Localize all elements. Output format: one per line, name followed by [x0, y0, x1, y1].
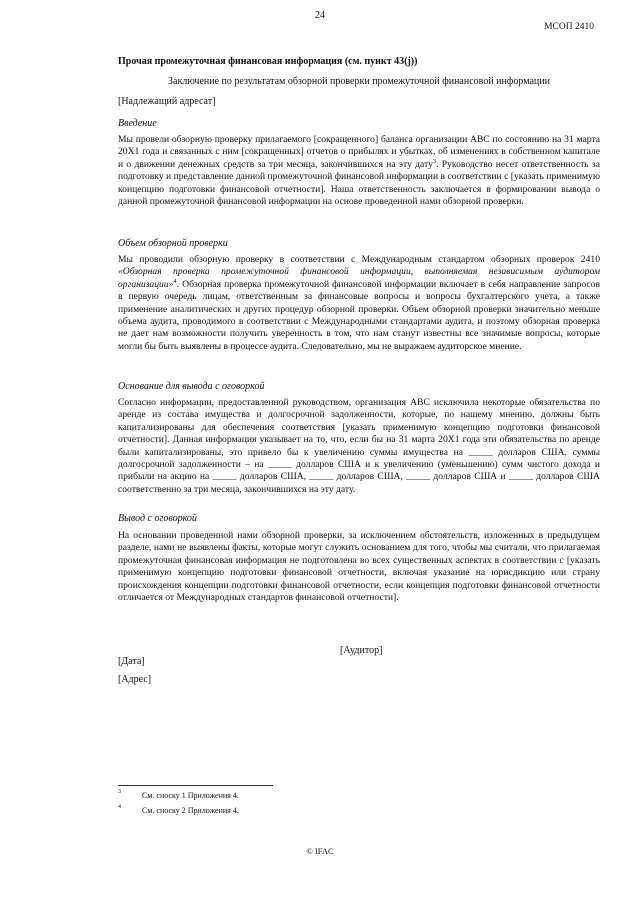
intro-heading: Введение — [118, 118, 157, 129]
basis-heading: Основание для вывода с оговоркой — [118, 381, 265, 392]
document-code: МСОП 2410 — [544, 22, 594, 32]
intro-text-b: . Руководство несет ответственность за подготовку и представление данной промежуточной финансовой информации в соответствии с [указать применимую концепцию подготовки финансовой отчетности]. Наша ответственность заключается в формировании вывода о данной промежуточной финансовой информации на основе проведенной нами обзорной проверки. — [118, 158, 600, 208]
scope-heading: Объем обзорной проверки — [118, 238, 228, 249]
report-subtitle: Заключение по результатам обзорной проверки промежуточной финансовой информации — [168, 76, 550, 87]
footnote-mark: 4 — [118, 804, 121, 810]
page-number: 24 — [315, 10, 325, 21]
footnote-text: См. сноску 2 Приложения 4. — [142, 806, 239, 815]
scope-text-a: Мы проводили обзорную проверку в соответствии с Международным стандартом обзорных проверок 2410 — [118, 254, 600, 265]
intro-paragraph — [118, 134, 600, 208]
footnote-ref-4[interactable]: 4 — [173, 277, 177, 285]
conclusion-heading: Вывод с оговоркой — [118, 513, 197, 524]
auditor-signature: [Аудитор] — [340, 645, 383, 656]
footnote-ref-3[interactable]: 3 — [432, 157, 437, 165]
intro-text-a: Мы провели обзорную проверку прилагаемого [сокращенного] баланса организации ABC по состоянию на 31 марта 20X1 года и связанных с ним [сокращенных] отчетов о прибылях и убытках, об изменениях в собственном капитале и о движении денежных средств за три месяца, закончившихся на эту дату — [118, 134, 600, 170]
addressee: [Надлежащий адресат] — [118, 96, 216, 107]
scope-paragraph — [118, 254, 600, 353]
report-date: [Дата] — [118, 656, 145, 667]
standard-title: «Обзорная проверка промежуточной финансовой информации, выполняемая независимым аудитором организации» — [118, 266, 600, 290]
footnote-divider — [118, 785, 273, 786]
section-title: Прочая промежуточная финансовая информация (см. пункт 43(j)) — [118, 56, 418, 67]
auditor-address: [Адрес] — [118, 674, 152, 685]
scope-text-b: . Обзорная проверка промежуточной финансовой информации включает в себя направление запросов в первую очередь лицам, ответственным за финансовые вопросы и вопросы бухгалтерского учета, а также применение аналитических и других процедур обзорной проверки. Объем обзорной проверки значительно меньше объема аудита, проводимого в соответствии с Международными стандартами аудита, и поэтому обзорная проверка не дает нам возможности получить уверенность в том, что нам станут известны все значимые вопросы, которые могли бы быть выявлены в процессе аудита. Следовательно, мы не выражаем аудиторское мнение. — [118, 278, 600, 352]
footnote-mark: 3 — [118, 789, 121, 795]
copyright-footer: © IFAC — [306, 846, 334, 856]
basis-paragraph: Согласно информации, предоставленной руководством, организация ABC исключила некоторые обязательства по аренде из состава имущества и долгосрочной задолженности, которые, по нашему мнению, должны быть капитализированы для обеспечения соответствия [указать применимую концепцию подготовки финансовой отчетности]. Данная информация указывает на то, что, если бы на 31 марта 20X1 года эти обязательства по аренде были капитализированы, это привело бы к увеличению суммы имущества на _____ долларов США, суммы долгосрочной задолженности – на _____ долларов США и к увеличению (уменьшению) сумм чистого дохода и прибыли на акцию на _____ долларов США, _____ долларов США, _____ долларов США и _____ долларов США соответственно за три месяца, закончившихся на эту дату. — [118, 397, 600, 495]
footnote-text: См. сноску 1 Приложения 4. — [142, 791, 239, 800]
conclusion-paragraph: На основании проведенной нами обзорной проверки, за исключением обстоятельств, изложенных в предыдущем разделе, нами не выявлены факты, которые могут служить основанием для того, чтобы мы считали, что прилагаемая промежуточная финансовая информация не подготовлена во всех существенных аспектах в соответствии с [указать применимую концепцию подготовки финансовой отчетности, включая указание на юрисдикцию или страну происхождения концепции подготовки финансовой отчетности, если концепция подготовки финансовой отчетности отличается от Международных стандартов финансовой отчетности]. — [118, 530, 600, 604]
